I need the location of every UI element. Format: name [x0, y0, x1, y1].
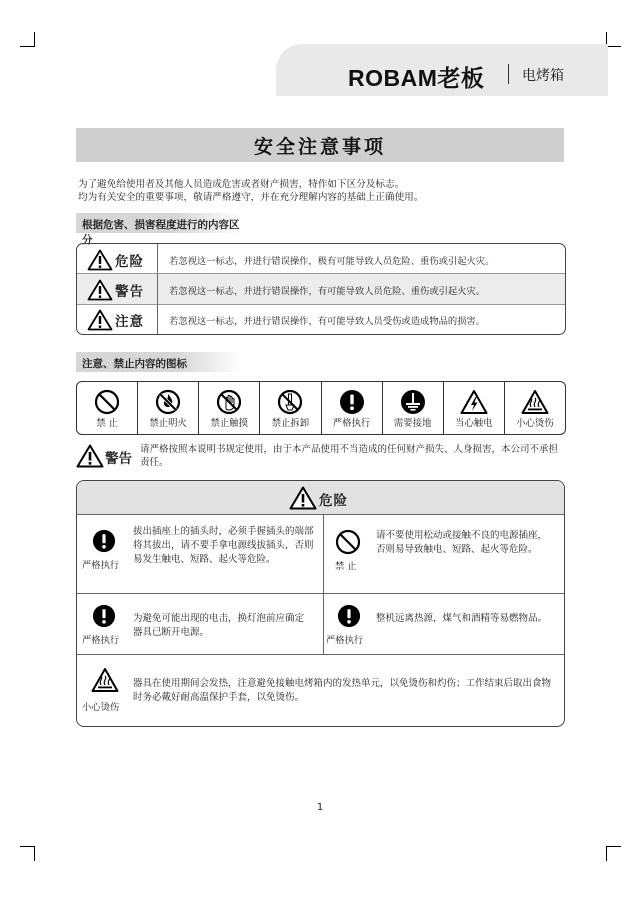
- symbol-label: 禁止触摸: [210, 418, 249, 429]
- warning-triangle-icon: [87, 279, 113, 301]
- symbol-label: 需要接地: [393, 418, 432, 429]
- symbol-label: 严格执行: [332, 418, 371, 429]
- hazard-level-tag: [77, 274, 158, 304]
- crop-mark-bottom-left: [20, 846, 35, 861]
- section-heading-text: 根据危害、损害程度进行的内容区分: [82, 219, 240, 246]
- hazard-level-label: 警告: [115, 284, 144, 300]
- intro-line: 为了避免给使用者及其他人员造成危害或者财产损害，特作如下区分及标志。: [78, 179, 405, 190]
- danger-item: [77, 515, 323, 593]
- symbol-legend: [76, 381, 566, 435]
- mandatory-icon: [92, 529, 116, 553]
- mandatory-icon: [339, 389, 365, 415]
- prohibited-icon: [94, 389, 120, 415]
- page-number: 1: [316, 802, 324, 813]
- hazard-level-row: [77, 273, 565, 305]
- danger-item-label: 小心烫伤: [82, 702, 120, 713]
- symbol-electric-shock: [443, 382, 504, 434]
- hot-surface-icon: [91, 667, 119, 693]
- symbol-no-touch: [198, 382, 259, 434]
- symbol-prohibited: [77, 382, 137, 434]
- symbol-grounding: [382, 382, 443, 434]
- page-title-bar: [76, 128, 564, 162]
- hazard-level-text: 若忽视这一标志，并进行错误操作，极有可能导致人员危险、重伤或引起火灾。: [169, 256, 495, 267]
- warning-triangle-icon: [87, 309, 113, 331]
- hazard-level-label: 注意: [115, 314, 144, 330]
- brand-logo: ROBAM老板: [348, 65, 485, 91]
- danger-item-text: 请不要使用松动或接触不良的电源插座，否则易导致触电、短路、起火等危险。: [376, 530, 548, 555]
- mandatory-icon: [92, 604, 116, 628]
- danger-item-label: 严格执行: [82, 635, 120, 646]
- symbol-no-disassembly: [259, 382, 320, 434]
- symbol-label: 禁 止: [96, 418, 118, 429]
- symbol-no-open-flame: [137, 382, 198, 434]
- hazard-level-tag: [77, 244, 158, 274]
- danger-item: [324, 515, 564, 593]
- intro-line: 均为有关安全的重要事项，敬请严格遵守，并在充分理解内容的基础上正确使用。: [78, 192, 424, 203]
- grounding-icon: [400, 389, 426, 415]
- warning-triangle-icon: [289, 486, 317, 510]
- hazard-levels-table: [76, 243, 566, 335]
- no-touch-icon: [216, 389, 242, 415]
- danger-header: [77, 481, 564, 515]
- crop-mark-top-right: [606, 32, 621, 47]
- symbol-label: 禁止拆卸: [271, 418, 310, 429]
- hazard-level-tag: [77, 304, 158, 334]
- mandatory-icon: [337, 604, 361, 628]
- section-heading-text: 注意、禁止内容的图标: [82, 358, 187, 370]
- hazard-level-label: 危险: [115, 254, 144, 270]
- warning-triangle-icon: [87, 249, 113, 271]
- prohibited-icon: [335, 529, 361, 555]
- danger-item: [77, 594, 323, 654]
- hazard-level-text: 若忽视这一标志，并进行错误操作，有可能导致人员危险、重伤或引起火灾。: [169, 286, 486, 297]
- warning-note: [76, 442, 566, 472]
- danger-box: [76, 480, 565, 727]
- no-disassembly-icon: [277, 389, 303, 415]
- page-title: 安全注意事项: [253, 135, 386, 158]
- intro-text: [78, 178, 423, 204]
- danger-item-label: 严格执行: [82, 560, 120, 571]
- danger-item: [77, 655, 564, 725]
- symbol-mandatory: [321, 382, 382, 434]
- symbol-hot-surface: [504, 382, 565, 434]
- danger-item-label: 禁 止: [335, 561, 357, 572]
- symbol-label: 小心烫伤: [516, 418, 554, 429]
- no-open-flame-icon: [155, 389, 181, 415]
- danger-item-text: 器具在使用期间会发热，注意避免接触电烤箱内的发热单元，以免烫伤和灼伤；工作结束后取出食物时务必戴好耐高温保护手套，以免烫伤。: [133, 678, 552, 703]
- danger-item-text: 整机远离热源，煤气和酒精等易燃物品。: [376, 613, 548, 624]
- danger-item-text: 为避免可能出现的电击，换灯泡前应确定器具已断开电源。: [133, 613, 305, 638]
- hazard-level-row: [77, 304, 565, 334]
- danger-item-text: 拔出插座上的插头时，必须手握插头的端部将其拔出，请不要手拿电源线拔插头，否则易发生触电、短路、起火等危险。: [133, 526, 314, 565]
- danger-item: [324, 594, 564, 654]
- warning-note-text: 请严格按照本说明书规定使用，由于本产品使用不当造成的任何财产损失、人身损害，本公司不承担责任。: [140, 444, 559, 468]
- symbol-label: 当心触电: [455, 418, 493, 429]
- product-name: 电烤箱: [522, 68, 564, 84]
- electric-shock-icon: [460, 389, 488, 415]
- danger-heading: 危险: [319, 493, 348, 509]
- header-divider: [508, 64, 509, 84]
- danger-item-label: 严格执行: [326, 635, 364, 646]
- crop-mark-top-left: [20, 32, 35, 47]
- warning-note-label: 警告: [105, 451, 132, 467]
- section-heading-levels: [76, 213, 242, 246]
- crop-mark-bottom-right: [606, 846, 621, 861]
- symbol-label: 禁止明火: [149, 418, 187, 429]
- warning-triangle-icon: [76, 444, 104, 468]
- hazard-level-row: [77, 244, 565, 274]
- hot-surface-icon: [521, 389, 549, 415]
- section-heading-icons: [76, 352, 242, 372]
- hazard-level-text: 若忽视这一标志，并进行错误操作，有可能导致人员受伤或造成物品的损害。: [169, 316, 486, 327]
